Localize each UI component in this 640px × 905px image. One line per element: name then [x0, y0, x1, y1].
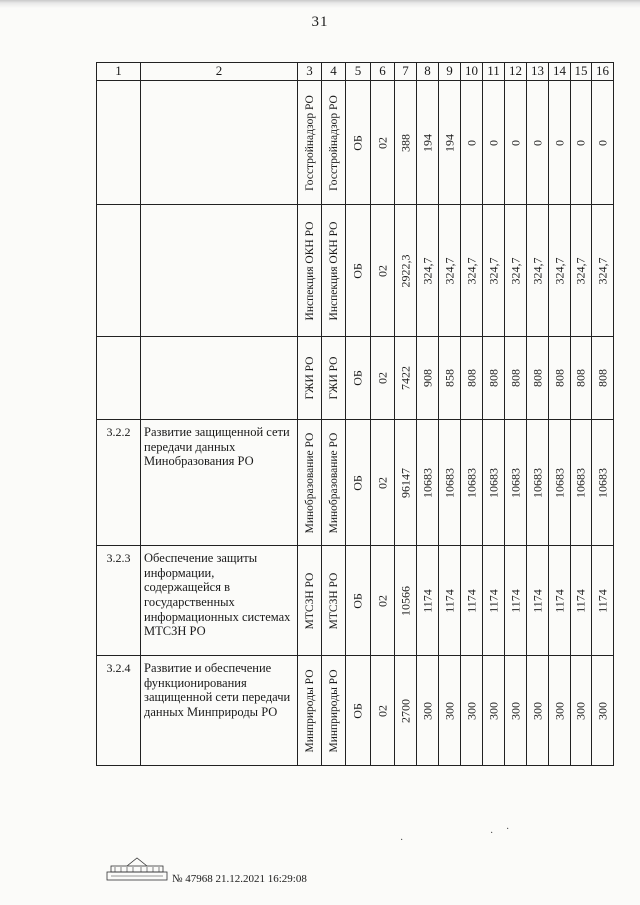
executor-org-text: Минприроды РО [327, 668, 340, 753]
budget-code [371, 81, 395, 205]
executor-org [322, 420, 346, 546]
value-cell-text: 194 [442, 133, 456, 152]
executor-org [322, 337, 346, 420]
budget-type-text: ОБ [350, 702, 365, 719]
value-cell [549, 420, 571, 546]
value-cell [461, 205, 483, 337]
col-header: 6 [371, 63, 395, 81]
value-cell-text: 10683 [486, 467, 500, 498]
value-cell-text: 300 [508, 701, 522, 720]
value-cell [395, 656, 417, 766]
executor-org [322, 546, 346, 656]
value-cell [505, 656, 527, 766]
value-cell [461, 337, 483, 420]
value-cell [505, 337, 527, 420]
executor-org-text: Госстройнадзор РО [327, 94, 340, 191]
budget-code [371, 337, 395, 420]
value-cell [549, 337, 571, 420]
col-header: 12 [505, 63, 527, 81]
value-cell [395, 81, 417, 205]
value-cell-text: 0 [530, 139, 544, 146]
budget-code-text: 02 [375, 704, 389, 717]
value-cell [395, 205, 417, 337]
responsible-org-text: Минприроды РО [303, 668, 316, 753]
row-number: 3.2.4 [97, 656, 141, 766]
value-cell-text: 1174 [442, 588, 456, 613]
budget-code-text: 02 [375, 136, 389, 149]
value-cell [439, 205, 461, 337]
responsible-org [298, 420, 322, 546]
value-cell-text: 1174 [508, 588, 522, 613]
budget-type [346, 546, 371, 656]
value-cell [439, 656, 461, 766]
row-number [97, 337, 141, 420]
executor-org-text: Инспекция ОКН РО [327, 221, 340, 320]
budget-table [96, 62, 614, 766]
value-cell [461, 420, 483, 546]
value-cell [505, 81, 527, 205]
value-cell [417, 420, 439, 546]
value-cell [527, 546, 549, 656]
value-cell [395, 420, 417, 546]
value-cell-text: 808 [464, 369, 478, 387]
budget-code [371, 656, 395, 766]
col-header: 5 [346, 63, 371, 81]
col-header: 13 [527, 63, 549, 81]
budget-code-text: 02 [375, 264, 389, 277]
budget-type [346, 205, 371, 337]
value-cell-text: 0 [486, 139, 500, 146]
table-row [97, 81, 614, 205]
responsible-org [298, 546, 322, 656]
executor-org-text: МТСЗН РО [327, 572, 340, 629]
value-cell [417, 81, 439, 205]
value-cell-text: 300 [552, 701, 566, 720]
value-cell-text: 300 [530, 701, 544, 720]
value-cell-text: 808 [573, 369, 588, 387]
value-cell-text: 300 [464, 701, 478, 720]
executor-org-text: ГЖИ РО [327, 356, 340, 400]
value-cell [395, 337, 417, 420]
value-cell-text: 388 [398, 133, 412, 152]
budget-type [346, 81, 371, 205]
budget-code-text: 02 [375, 476, 389, 489]
budget-code-text: 02 [375, 594, 389, 607]
col-header: 14 [549, 63, 571, 81]
value-cell [439, 337, 461, 420]
row-name: Развитие и обеспечение функционирования защищенной сети передачи данных Минприроды РО [141, 656, 298, 766]
value-cell-text: 7422 [398, 366, 412, 390]
scan-edge [0, 0, 640, 8]
value-cell [527, 420, 549, 546]
value-cell [483, 656, 505, 766]
value-cell-text: 324,7 [552, 257, 566, 284]
col-header: 4 [322, 63, 346, 81]
value-cell [571, 81, 592, 205]
value-cell [527, 337, 549, 420]
value-cell [417, 656, 439, 766]
value-cell [483, 546, 505, 656]
value-cell-text: 1174 [464, 588, 478, 613]
row-name: Обеспечение защиты информации, содержащейся в государственных информационных системах МТСЗН РО [141, 546, 298, 656]
responsible-org-text: МТСЗН РО [303, 572, 316, 629]
responsible-org-text: Инспекция ОКН РО [303, 221, 316, 320]
value-cell-text: 808 [552, 369, 566, 387]
value-cell-text: 300 [420, 701, 434, 720]
budget-type-text: ОБ [350, 134, 365, 151]
value-cell-text: 300 [595, 701, 609, 720]
value-cell [592, 337, 614, 420]
budget-type-text: ОБ [350, 592, 365, 609]
value-cell-text: 0 [552, 139, 566, 146]
row-number: 3.2.3 [97, 546, 141, 656]
col-header: 10 [461, 63, 483, 81]
value-cell-text: 300 [573, 701, 588, 720]
value-cell [483, 420, 505, 546]
value-cell-text: 808 [530, 369, 544, 387]
responsible-org [298, 337, 322, 420]
value-cell-text: 10566 [398, 585, 412, 616]
budget-type-text: ОБ [350, 262, 365, 279]
responsible-org-text: ГЖИ РО [303, 356, 316, 400]
value-cell [439, 546, 461, 656]
value-cell-text: 10683 [464, 467, 478, 498]
responsible-org-text: Госстройнадзор РО [303, 94, 316, 191]
value-cell-text: 808 [595, 369, 609, 387]
col-header: 7 [395, 63, 417, 81]
value-cell-text: 10683 [552, 467, 566, 498]
table-row [97, 546, 614, 656]
value-cell-text: 0 [573, 139, 588, 146]
value-cell [549, 546, 571, 656]
value-cell-text: 908 [420, 369, 434, 387]
value-cell [439, 420, 461, 546]
value-cell [571, 546, 592, 656]
value-cell [592, 420, 614, 546]
value-cell-text: 858 [442, 369, 456, 387]
value-cell-text: 324,7 [573, 257, 588, 284]
value-cell-text: 324,7 [530, 257, 544, 284]
row-name [141, 337, 298, 420]
value-cell [549, 81, 571, 205]
table-row [97, 337, 614, 420]
value-cell [592, 546, 614, 656]
value-cell [549, 656, 571, 766]
value-cell-text: 300 [442, 701, 456, 720]
value-cell [417, 205, 439, 337]
table-row [97, 656, 614, 766]
value-cell-text: 808 [486, 369, 500, 387]
budget-code [371, 420, 395, 546]
col-header: 3 [298, 63, 322, 81]
responsible-org [298, 81, 322, 205]
value-cell [592, 81, 614, 205]
value-cell-text: 300 [486, 701, 500, 720]
value-cell-text: 10683 [530, 467, 544, 498]
value-cell-text: 0 [508, 139, 522, 146]
value-cell [592, 205, 614, 337]
value-cell [505, 546, 527, 656]
row-name [141, 205, 298, 337]
row-name [141, 81, 298, 205]
value-cell-text: 10683 [595, 467, 609, 498]
value-cell-text: 324,7 [508, 257, 522, 284]
value-cell-text: 324,7 [420, 257, 434, 284]
value-cell [505, 420, 527, 546]
value-cell [571, 337, 592, 420]
col-header: 15 [571, 63, 592, 81]
value-cell [417, 546, 439, 656]
value-cell [571, 420, 592, 546]
executor-org [322, 205, 346, 337]
building-stamp-icon [105, 856, 169, 882]
row-number: 3.2.2 [97, 420, 141, 546]
value-cell-text: 324,7 [442, 257, 456, 284]
value-cell-text: 324,7 [486, 257, 500, 284]
budget-code [371, 205, 395, 337]
value-cell-text: 0 [464, 139, 478, 146]
value-cell-text: 324,7 [595, 257, 609, 284]
budget-type [346, 656, 371, 766]
scan-speck: · [490, 828, 494, 839]
value-cell [483, 205, 505, 337]
value-cell [527, 656, 549, 766]
value-cell [461, 656, 483, 766]
executor-org [322, 81, 346, 205]
value-cell [395, 546, 417, 656]
responsible-org-text: Минобразование РО [303, 432, 316, 533]
value-cell [527, 205, 549, 337]
value-cell [439, 81, 461, 205]
value-cell [417, 337, 439, 420]
value-cell-text: 1174 [573, 588, 588, 613]
col-header: 2 [141, 63, 298, 81]
col-header: 9 [439, 63, 461, 81]
value-cell-text: 1174 [530, 588, 544, 613]
table-row [97, 205, 614, 337]
col-header: 8 [417, 63, 439, 81]
value-cell-text: 1174 [595, 588, 609, 613]
budget-type [346, 337, 371, 420]
header-row [97, 63, 614, 81]
value-cell [461, 81, 483, 205]
value-cell-text: 10683 [573, 467, 588, 498]
responsible-org [298, 205, 322, 337]
budget-type [346, 420, 371, 546]
value-cell [527, 81, 549, 205]
scan-speck: · [506, 824, 510, 835]
value-cell-text: 1174 [486, 588, 500, 613]
col-header: 11 [483, 63, 505, 81]
value-cell [571, 205, 592, 337]
row-number [97, 205, 141, 337]
executor-org [322, 656, 346, 766]
value-cell [483, 337, 505, 420]
value-cell-text: 808 [508, 369, 522, 387]
value-cell-text: 2700 [398, 698, 412, 723]
value-cell [483, 81, 505, 205]
value-cell-text: 194 [420, 133, 434, 152]
value-cell-text: 1174 [552, 588, 566, 613]
value-cell-text: 10683 [442, 467, 456, 498]
value-cell [461, 546, 483, 656]
value-cell-text: 10683 [508, 467, 522, 498]
col-header: 1 [97, 63, 141, 81]
table-row [97, 420, 614, 546]
budget-code-text: 02 [375, 372, 389, 384]
value-cell [549, 205, 571, 337]
value-cell [592, 656, 614, 766]
budget-code [371, 546, 395, 656]
value-cell-text: 96147 [398, 467, 412, 498]
value-cell [505, 205, 527, 337]
scan-speck: · [400, 835, 404, 846]
row-name: Развитие защищенной сети передачи данных Минобразования РО [141, 420, 298, 546]
value-cell-text: 1174 [420, 588, 434, 613]
value-cell [571, 656, 592, 766]
value-cell-text: 0 [595, 139, 609, 146]
document-registration: № 47968 21.12.2021 16:29:08 [172, 873, 307, 885]
value-cell-text: 10683 [420, 467, 434, 498]
value-cell-text: 324,7 [464, 257, 478, 284]
page-number: 31 [311, 14, 329, 30]
budget-type-text: ОБ [350, 370, 365, 386]
responsible-org [298, 656, 322, 766]
row-number [97, 81, 141, 205]
col-header: 16 [592, 63, 614, 81]
executor-org-text: Минобразование РО [327, 432, 340, 533]
budget-type-text: ОБ [350, 474, 365, 491]
value-cell-text: 2922,3 [398, 254, 412, 287]
